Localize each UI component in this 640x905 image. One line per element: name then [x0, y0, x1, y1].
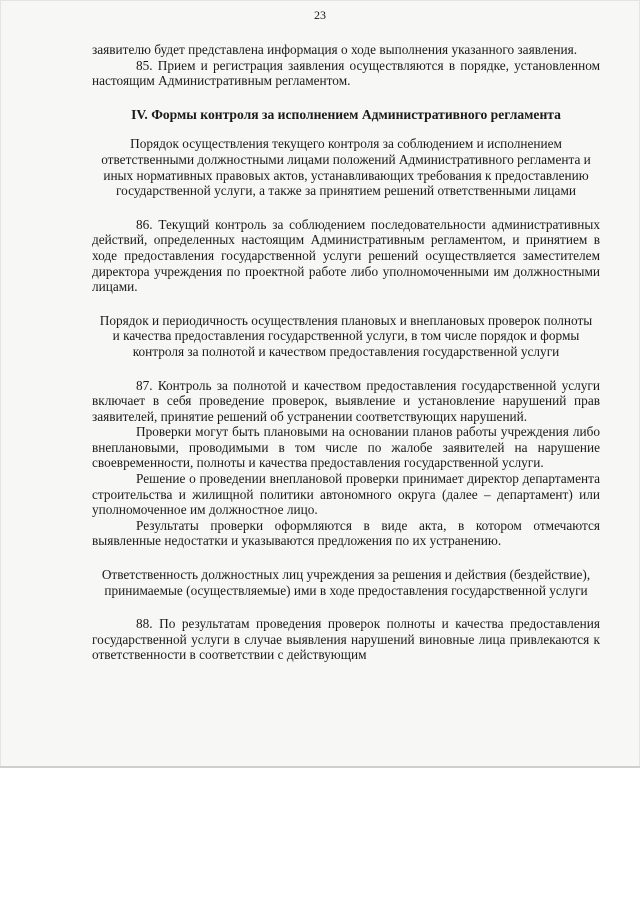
paragraph-continuation: заявителю будет представлена информация о ходе выполнения указанного заявления.: [92, 42, 578, 57]
subheading-inspections: Порядок и периодичность осуществления плановых и внеплановых проверок полноты и качества предоставления государственной услуги, в том числе порядок и формы контроля за полнотой и качеством предоставления государственной услуги: [99, 312, 593, 359]
blank-area: [0, 768, 640, 905]
page-number: 23: [314, 8, 326, 22]
subheading-responsibility: Ответственность должностных лиц учреждения за решения и действия (бездействие), принимаемые (осуществляемые) ими в ходе предоставления государственной услуги: [101, 567, 591, 598]
paragraph-87-decision: Решение о проведении внеплановой проверки принимает директор департамента строительства и жилищной политики автономного округа (далее – департамент) или уполномоченное им должностное лицо.: [92, 471, 600, 518]
paragraph-88: 88. По результатам проведения проверок полноты и качества предоставления государственной услуги в случае выявления нарушений виновные лица привлекаются к ответственности в соответствии с действующим: [92, 616, 600, 663]
paragraph-85: 85. Прием и регистрация заявления осуществляются в порядке, установленном настоящим Административным регламентом.: [92, 57, 600, 89]
paragraph-87-inspections: Проверки могут быть плановыми на основании планов работы учреждения либо внеплановыми, проводимыми в том числе по жалобе заявителей на нарушение своевременности, полноты и качества предоставления государственной услуги.: [92, 424, 600, 471]
section-title: IV. Формы контроля за исполнением Административного регламента: [131, 106, 561, 122]
paragraph-87-results: Результаты проверки оформляются в виде акта, в котором отмечаются выявленные недостатки и указываются предложения по их устранению.: [92, 517, 600, 549]
document-body: [92, 42, 600, 663]
subheading-current-control: Порядок осуществления текущего контроля за соблюдением и исполнением ответственными должностными лицами положений Административного регламента и иных нормативных правовых актов, устанавливающих требования к предоставлению государственной услуги, а также за принятием решений ответственными лицами: [101, 136, 591, 199]
paragraph-86: 86. Текущий контроль за соблюдением последовательности административных действий, определенных настоящим Административным регламентом, и принятием в ходе предоставления государственной услуги решений осуществляется заместителем директора учреждения по проектной работе либо уполномоченными им должностными лицами.: [92, 216, 600, 295]
paragraph-87: 87. Контроль за полнотой и качеством предоставления государственной услуги включает в себя проведение проверок, выявление и установление нарушений прав заявителей, принятие решений об устранении соответствующих нарушений.: [92, 377, 600, 424]
